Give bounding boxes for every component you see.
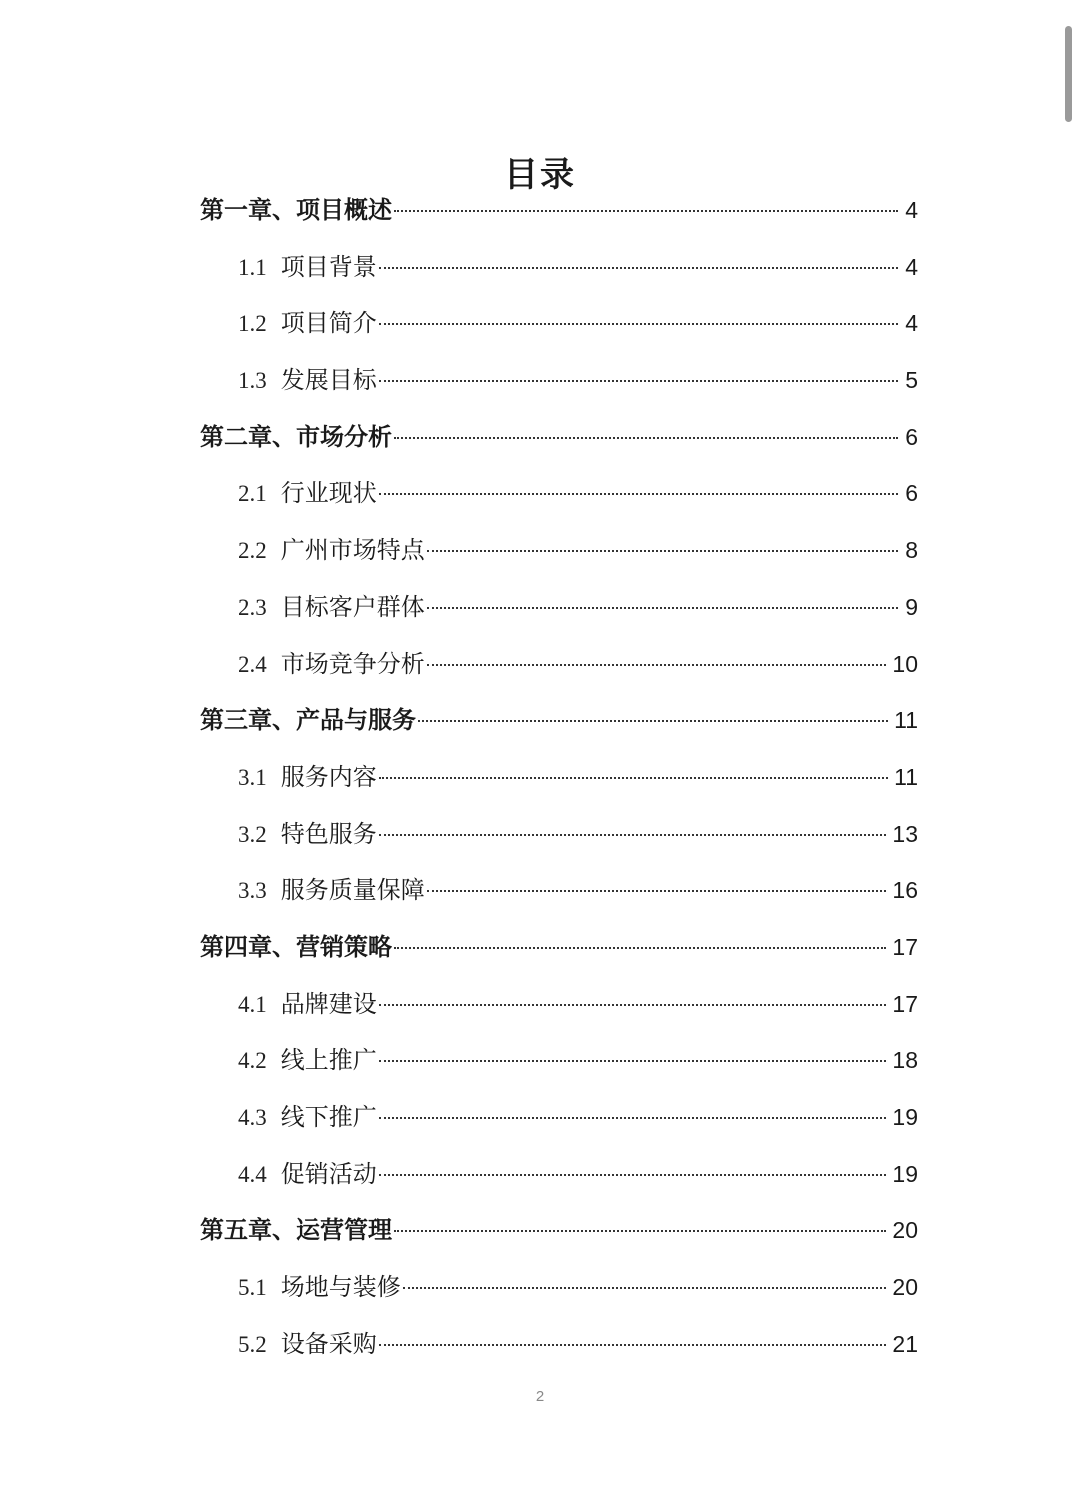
toc-section-number: 2.2 [238, 538, 267, 564]
toc-page-number: 18 [892, 1047, 918, 1074]
toc-entry-label: 促销活动 [280, 1159, 377, 1188]
toc-section-number: 4.2 [238, 1048, 267, 1074]
toc-dot-leader [379, 323, 898, 325]
toc-dot-leader [427, 664, 887, 666]
toc-dot-leader [379, 493, 898, 495]
toc-page-number: 6 [905, 480, 918, 507]
toc-page-number: 19 [892, 1160, 918, 1187]
toc-page-number: 4 [905, 310, 918, 337]
toc-section-number: 1.3 [238, 368, 267, 394]
toc-entry-label: 场地与装修 [280, 1273, 401, 1302]
toc-section-entry[interactable] [200, 984, 918, 1041]
toc-entry-label: 第一章、项目概述 [200, 196, 392, 224]
toc-entry-label: 广州市场特点 [280, 536, 425, 565]
toc-entry-label: 服务内容 [280, 762, 377, 791]
toc-section-entry[interactable] [200, 473, 918, 530]
table-of-contents [200, 190, 918, 1380]
toc-entry-label: 第五章、运营管理 [200, 1216, 392, 1245]
toc-entry-label: 行业现状 [280, 479, 377, 508]
toc-section-entry[interactable] [200, 587, 918, 644]
toc-dot-leader [427, 890, 887, 892]
toc-section-number: 3.3 [238, 878, 267, 904]
toc-section-entry[interactable] [200, 530, 918, 587]
toc-section-number: 3.2 [238, 821, 267, 847]
toc-page-number: 10 [892, 650, 918, 677]
toc-page-number: 5 [905, 367, 918, 394]
toc-page-number: 19 [892, 1104, 918, 1130]
toc-dot-leader [379, 1060, 887, 1062]
toc-page-number: 11 [894, 707, 918, 734]
toc-section-number: 2.1 [238, 481, 267, 507]
toc-dot-leader [394, 210, 898, 212]
toc-chapter-entry[interactable] [200, 190, 918, 247]
toc-section-number: 1.1 [238, 254, 267, 280]
toc-dot-leader [379, 777, 888, 779]
toc-section-entry[interactable] [200, 644, 918, 701]
toc-section-entry[interactable] [200, 1154, 918, 1211]
toc-section-entry[interactable] [200, 360, 918, 417]
toc-dot-leader [379, 834, 887, 836]
toc-dot-leader [418, 720, 888, 722]
toc-entry-label: 服务质量保障 [280, 876, 425, 905]
toc-dot-leader [394, 947, 886, 949]
toc-entry-label: 线上推广 [280, 1046, 377, 1075]
toc-section-entry[interactable] [200, 247, 918, 304]
toc-page-number: 13 [892, 820, 918, 847]
toc-page-number: 17 [892, 933, 918, 960]
toc-page-number: 20 [892, 1217, 918, 1244]
toc-page-number: 20 [892, 1274, 918, 1301]
toc-chapter-entry[interactable] [200, 417, 918, 474]
toc-page-number: 9 [905, 593, 918, 620]
toc-page-number: 17 [892, 990, 918, 1017]
toc-dot-leader [427, 607, 898, 609]
toc-entry-label: 市场竞争分析 [280, 649, 425, 678]
toc-chapter-entry[interactable] [200, 1210, 918, 1267]
toc-section-entry[interactable] [200, 1324, 918, 1381]
toc-chapter-entry[interactable] [200, 700, 918, 757]
toc-section-entry[interactable] [200, 757, 918, 814]
toc-page-number: 21 [892, 1330, 918, 1357]
toc-entry-label: 项目简介 [280, 309, 377, 338]
toc-entry-label: 品牌建设 [280, 989, 377, 1018]
toc-page-number: 11 [894, 763, 918, 790]
toc-dot-leader [379, 1004, 887, 1006]
toc-dot-leader [379, 267, 898, 269]
toc-section-number: 2.4 [238, 651, 267, 677]
toc-section-number: 4.4 [238, 1161, 267, 1187]
toc-title: 目录 [504, 154, 576, 195]
toc-entry-label: 第二章、市场分析 [200, 422, 392, 451]
page-number: 2 [535, 1388, 545, 1405]
toc-section-entry[interactable] [200, 1040, 918, 1097]
toc-page-number: 8 [905, 537, 918, 564]
toc-section-entry[interactable] [200, 870, 918, 927]
toc-section-entry[interactable] [200, 1267, 918, 1324]
toc-entry-label: 第三章、产品与服务 [200, 706, 416, 735]
toc-entry-label: 线下推广 [280, 1103, 377, 1131]
toc-page-number: 16 [892, 877, 918, 904]
toc-dot-leader [394, 1230, 886, 1232]
toc-dot-leader [427, 550, 898, 552]
toc-page-number: 4 [905, 197, 918, 223]
toc-dot-leader [403, 1287, 887, 1289]
toc-entry-label: 发展目标 [280, 366, 377, 395]
toc-section-number: 5.1 [238, 1275, 267, 1301]
toc-page-number: 6 [905, 423, 918, 450]
toc-dot-leader [394, 437, 898, 439]
toc-entry-label: 第四章、营销策略 [200, 932, 392, 961]
toc-dot-leader [379, 1174, 887, 1176]
toc-section-entry[interactable] [200, 814, 918, 871]
toc-entry-label: 特色服务 [280, 819, 377, 848]
toc-section-number: 4.1 [238, 991, 267, 1017]
vertical-scrollbar-thumb[interactable] [1065, 26, 1072, 122]
toc-dot-leader [379, 1117, 887, 1119]
toc-section-number: 1.2 [238, 311, 267, 337]
toc-section-number: 3.1 [238, 764, 267, 790]
toc-dot-leader [379, 380, 898, 382]
toc-entry-label: 项目背景 [280, 252, 377, 281]
toc-page-number: 4 [905, 253, 918, 280]
toc-section-number: 4.3 [238, 1105, 267, 1130]
toc-section-entry[interactable] [200, 303, 918, 360]
toc-section-number: 2.3 [238, 594, 267, 620]
toc-section-number: 5.2 [238, 1331, 267, 1357]
toc-section-entry[interactable] [200, 1097, 918, 1154]
toc-chapter-entry[interactable] [200, 927, 918, 984]
toc-entry-label: 设备采购 [280, 1329, 377, 1358]
toc-entry-label: 目标客户群体 [280, 592, 425, 621]
toc-dot-leader [379, 1344, 887, 1346]
